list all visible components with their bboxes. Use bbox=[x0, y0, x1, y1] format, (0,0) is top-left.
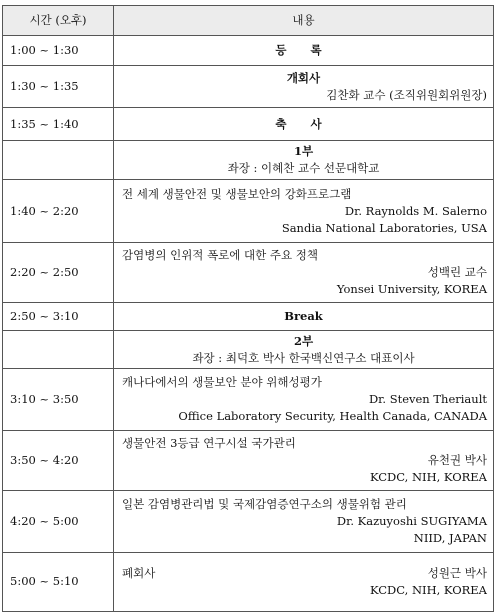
row-time: 3:50 ~ 4:20 bbox=[3, 430, 114, 490]
section-row bbox=[3, 141, 494, 180]
talk-title: 캐나다에서의 생물보안 분야 위해성평가 bbox=[122, 375, 322, 390]
header-time: 시간 (오후) bbox=[3, 6, 114, 36]
talk-speaker: 유천권 박사 bbox=[427, 452, 487, 467]
row-content bbox=[114, 430, 494, 490]
talk-title: 전 세계 생물안전 및 생물보안의 강화프로그램 bbox=[122, 186, 352, 201]
row-time: 1:00 ~ 1:30 bbox=[3, 35, 114, 66]
schedule-row bbox=[3, 302, 494, 331]
talk-title: 일본 감염병관리법 및 국제감염증연구소의 생물위험 관리 bbox=[122, 496, 407, 511]
schedule-row bbox=[3, 552, 494, 611]
row-time bbox=[3, 331, 114, 369]
section-row bbox=[3, 331, 494, 369]
section-chair: 좌장 : 이혜찬 교수 선문대학교 bbox=[227, 161, 380, 176]
row-title: 축 사 bbox=[114, 108, 494, 141]
talk-title: 생물안전 3등급 연구시설 국가관리 bbox=[122, 435, 296, 450]
row-content bbox=[114, 66, 494, 108]
schedule-row bbox=[3, 491, 494, 552]
row-content bbox=[114, 491, 494, 552]
talk-org: Office Laboratory Security, Health Canada, CANADA bbox=[178, 409, 487, 424]
row-time: 1:35 ~ 1:40 bbox=[3, 108, 114, 141]
talk-title: 감염병의 인위적 폭로에 대한 주요 정책 bbox=[122, 248, 319, 263]
talk-title: 폐회사 bbox=[122, 565, 156, 580]
row-content bbox=[114, 331, 494, 369]
talk-org: Sandia National Laboratories, USA bbox=[281, 220, 487, 235]
row-content bbox=[114, 369, 494, 430]
schedule-row bbox=[3, 243, 494, 302]
header-row bbox=[3, 6, 494, 36]
row-title: 개회사 bbox=[286, 70, 321, 85]
talk-org: NIID, JAPAN bbox=[413, 530, 487, 545]
schedule-table bbox=[2, 5, 494, 612]
talk-org: KCDC, NIH, KOREA bbox=[369, 469, 487, 484]
schedule-row bbox=[3, 108, 494, 141]
section-title: 2부 bbox=[293, 333, 314, 348]
row-title: 등 록 bbox=[114, 35, 494, 66]
row-time bbox=[3, 141, 114, 180]
row-time: 1:40 ~ 2:20 bbox=[3, 179, 114, 242]
row-person: 김찬화 교수 (조직위원회위원장) bbox=[326, 87, 487, 102]
talk-org: KCDC, NIH, KOREA bbox=[369, 582, 487, 597]
talk-org: Yonsei University, KOREA bbox=[336, 282, 487, 297]
row-title: Break bbox=[114, 302, 494, 331]
row-time: 5:00 ~ 5:10 bbox=[3, 552, 114, 611]
talk-speaker: Dr. Kazuyoshi SUGIYAMA bbox=[336, 513, 487, 528]
row-content bbox=[114, 243, 494, 302]
talk-speaker: 성원근 박사 bbox=[427, 565, 487, 580]
row-time: 1:30 ~ 1:35 bbox=[3, 66, 114, 108]
schedule-row bbox=[3, 369, 494, 430]
row-time: 3:10 ~ 3:50 bbox=[3, 369, 114, 430]
talk-speaker: Dr. Steven Theriault bbox=[368, 392, 487, 407]
row-time: 2:50 ~ 3:10 bbox=[3, 302, 114, 331]
row-content bbox=[114, 141, 494, 180]
row-time: 2:20 ~ 2:50 bbox=[3, 243, 114, 302]
section-chair: 좌장 : 최덕호 박사 한국백신연구소 대표이사 bbox=[192, 350, 415, 365]
row-content bbox=[114, 552, 494, 611]
row-time: 4:20 ~ 5:00 bbox=[3, 491, 114, 552]
schedule-row bbox=[3, 66, 494, 108]
section-title: 1부 bbox=[293, 144, 314, 159]
talk-speaker: Dr. Raynolds M. Salerno bbox=[344, 203, 487, 218]
schedule-row bbox=[3, 430, 494, 490]
closing-line bbox=[114, 565, 493, 582]
talk-speaker: 성백린 교수 bbox=[427, 265, 487, 280]
row-content bbox=[114, 179, 494, 242]
schedule-row bbox=[3, 179, 494, 242]
header-content: 내용 bbox=[114, 6, 494, 36]
schedule-row bbox=[3, 35, 494, 66]
